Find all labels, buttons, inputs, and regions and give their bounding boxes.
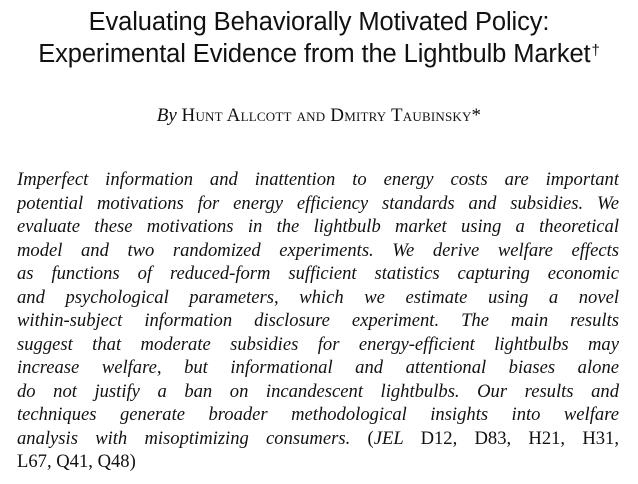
byline-authors: Hunt Allcott and Dmitry Taubinsky*: [181, 105, 482, 126]
paper-title: [0, 6, 638, 70]
jel-close-paren: ): [129, 451, 136, 472]
abstract-line: Imperfect information and inattention to energy costs are important: [17, 169, 619, 190]
abstract-line: model and two randomized experiments. We derive welfare effects: [17, 239, 619, 261]
jel-codes-line-2: L67, Q41, Q48: [17, 451, 130, 472]
abstract-line: do not justify a ban on incandescent lightbulbs. Our results and: [17, 380, 619, 402]
abstract-line: potential motivations for energy efficiency standards and subsidies. We: [17, 192, 619, 214]
jel-open-paren: (: [367, 427, 374, 449]
jel-label: JEL: [373, 427, 404, 449]
byline-by: By: [156, 105, 177, 126]
abstract: [17, 168, 619, 474]
abstract-line-with-jel: [17, 427, 619, 451]
jel-codes-line-1: D12, D83, H21, H31,: [420, 427, 619, 449]
title-line-2-text: Experimental Evidence from the Lightbulb Market: [38, 40, 591, 68]
title-footnote-mark: †: [591, 42, 600, 59]
abstract-line: analysis with misoptimizing consumers.: [17, 427, 351, 449]
abstract-line: and psychological parameters, which we estimate using a novel: [17, 286, 619, 308]
jel-codes-line-2-row: [17, 450, 619, 474]
abstract-line: within-subject information disclosure experiment. The main results: [17, 310, 619, 331]
title-line-2: [0, 38, 638, 70]
abstract-line: as functions of reduced-form sufficient statistics capturing economic: [17, 263, 619, 284]
author-byline: [0, 104, 638, 128]
title-line-1: Evaluating Behaviorally Motivated Policy:: [88, 8, 550, 36]
abstract-line: evaluate these motivations in the lightbulb market using a theoretical: [17, 216, 619, 237]
abstract-line: suggest that moderate subsidies for energy-efficient lightbulbs may: [17, 333, 619, 355]
abstract-line: increase welfare, but informational and attentional biases alone: [17, 357, 619, 378]
abstract-line: techniques generate broader methodological insights into welfare: [17, 404, 619, 425]
